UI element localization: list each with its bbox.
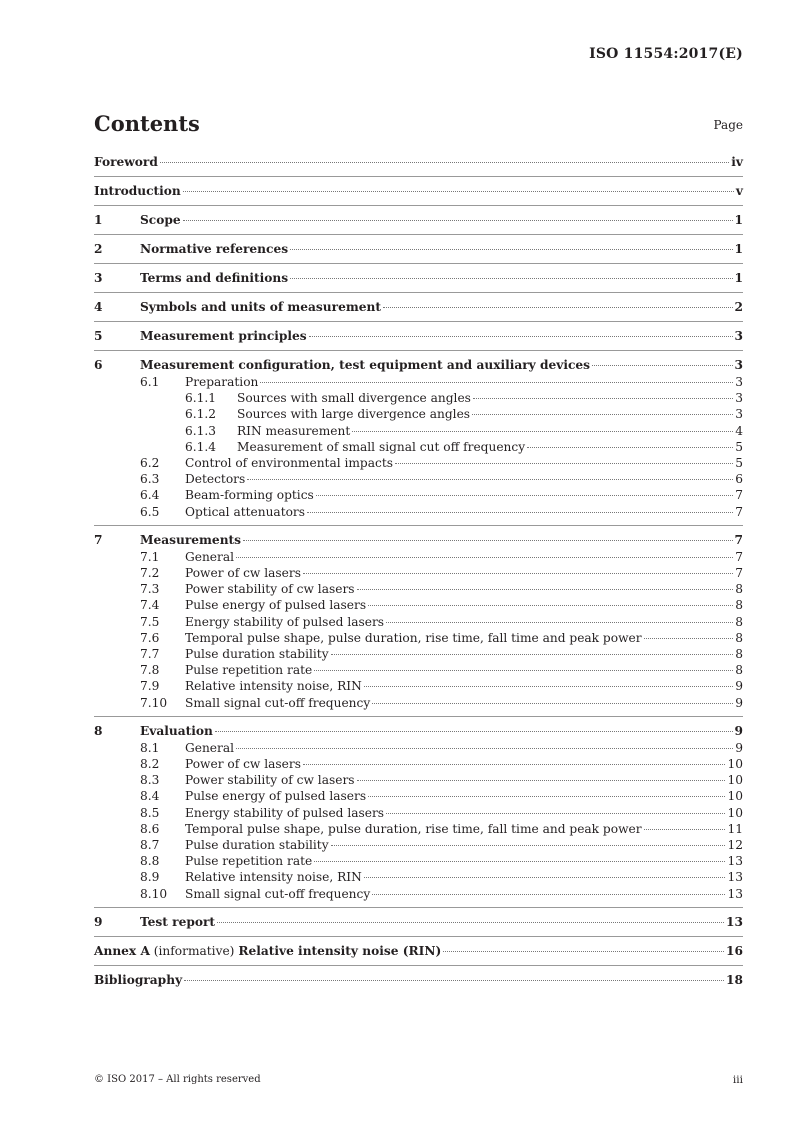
toc-entry-title: Bibliography bbox=[94, 972, 183, 987]
dot-leader bbox=[160, 162, 729, 163]
toc-entry-title: Pulse duration stability bbox=[185, 838, 329, 853]
toc-entry-number: 2 bbox=[94, 242, 103, 256]
dot-leader bbox=[364, 877, 726, 878]
toc-entry-number: 6.5 bbox=[140, 504, 160, 519]
toc-entry-number: 6.1.1 bbox=[185, 391, 217, 406]
divider bbox=[94, 204, 743, 206]
toc-entry-number: 8.1 bbox=[140, 740, 160, 755]
toc-entry-number: 8.5 bbox=[140, 805, 160, 820]
dot-leader bbox=[290, 278, 732, 279]
toc-entry-section-4[interactable] bbox=[94, 299, 743, 316]
toc-entry-section-6-4[interactable] bbox=[94, 487, 743, 503]
toc-entry-section-6-3[interactable] bbox=[94, 471, 743, 487]
toc-entry-number: 5 bbox=[94, 329, 103, 343]
toc-entry-section-6-2[interactable] bbox=[94, 455, 743, 471]
toc-entry-title: Preparation bbox=[185, 375, 259, 389]
toc-entry-page: v bbox=[735, 184, 743, 198]
toc-entry-title: Pulse repetition rate bbox=[185, 854, 313, 869]
toc-entry-page: 1 bbox=[734, 242, 743, 256]
toc-entry-section-5[interactable] bbox=[94, 328, 743, 345]
toc-entry-page: 10 bbox=[727, 757, 743, 772]
toc-entry-page: 16 bbox=[726, 943, 743, 958]
toc-entry-page: 3 bbox=[735, 407, 743, 422]
divider bbox=[94, 291, 743, 293]
toc-entry-page: 4 bbox=[735, 423, 743, 438]
toc-entry-page: 5 bbox=[735, 439, 743, 454]
toc-entry-title: Pulse energy of pulsed lasers bbox=[185, 789, 367, 804]
toc-entry-page: 1 bbox=[734, 271, 743, 285]
toc-entry-section-7-10[interactable] bbox=[94, 695, 743, 711]
divider bbox=[94, 175, 743, 177]
toc-entry-number: 7.4 bbox=[140, 598, 160, 613]
toc-entry-title: Beam-forming optics bbox=[185, 488, 314, 503]
toc-entry-title: Sources with large divergence angles bbox=[237, 407, 471, 422]
toc-entry-bibliography[interactable] bbox=[94, 972, 743, 989]
toc-entry-number: 6.2 bbox=[140, 456, 160, 471]
dot-leader bbox=[303, 573, 733, 574]
toc-entry-number: 7.9 bbox=[140, 679, 160, 694]
annex-label: Annex A bbox=[94, 943, 150, 958]
toc-entry-number: 6.3 bbox=[140, 472, 160, 487]
dot-leader bbox=[372, 703, 733, 704]
toc-entry-title: Small signal cut-off frequency bbox=[185, 886, 371, 901]
toc-entry-title: Measurement configuration, test equipment and auxiliary devices bbox=[140, 358, 591, 372]
dot-leader bbox=[184, 980, 724, 981]
toc-entry-page: 8 bbox=[735, 598, 743, 613]
dot-leader bbox=[217, 922, 724, 923]
toc-entry-number: 3 bbox=[94, 271, 103, 285]
dot-leader bbox=[527, 447, 733, 448]
page-column-label: Page bbox=[713, 118, 743, 132]
toc-entry-number: 7.6 bbox=[140, 630, 160, 645]
toc-entry-title: Evaluation bbox=[140, 723, 213, 738]
copyright-notice: © ISO 2017 – All rights reserved bbox=[94, 1074, 261, 1085]
toc-entry-page: 7 bbox=[735, 488, 743, 503]
toc-entry-title: Introduction bbox=[94, 184, 181, 198]
divider bbox=[94, 906, 743, 908]
toc-entry-title: Power of cw lasers bbox=[185, 566, 301, 581]
toc-entry-title: Temporal pulse shape, pulse duration, rise time, fall time and peak power bbox=[185, 821, 642, 836]
toc-entry-number: 4 bbox=[94, 300, 103, 314]
toc-entry-page: 9 bbox=[735, 695, 743, 710]
toc-entry-section-6-1-2[interactable] bbox=[94, 406, 743, 422]
toc-entry-section-8-10[interactable] bbox=[94, 886, 743, 902]
dot-leader bbox=[247, 479, 733, 480]
toc-entry-page: 9 bbox=[735, 679, 743, 694]
dot-leader bbox=[364, 686, 733, 687]
toc-entry-number: 8.7 bbox=[140, 838, 160, 853]
toc-entry-title: Measurements bbox=[140, 532, 242, 547]
toc-entry-title: Temporal pulse shape, pulse duration, rise time, fall time and peak power bbox=[185, 630, 642, 645]
toc-entry-section-8-5[interactable] bbox=[94, 805, 743, 821]
toc-entry-section-3[interactable] bbox=[94, 270, 743, 287]
dot-leader bbox=[260, 382, 733, 383]
toc-entry-page: 12 bbox=[727, 838, 743, 853]
toc-entry-title: Detectors bbox=[185, 472, 246, 487]
dot-leader bbox=[386, 813, 725, 814]
toc-entry-annex-a[interactable] bbox=[94, 943, 743, 960]
dot-leader bbox=[183, 191, 734, 192]
toc-entry-section-7-2[interactable] bbox=[94, 565, 743, 581]
dot-leader bbox=[307, 512, 733, 513]
toc-entry-foreword[interactable] bbox=[94, 154, 743, 171]
toc-entry-page: 7 bbox=[734, 532, 743, 547]
dot-leader bbox=[372, 894, 725, 895]
toc-entry-number: 8.8 bbox=[140, 854, 160, 869]
dot-leader bbox=[395, 463, 733, 464]
toc-entry-title: Power stability of cw lasers bbox=[185, 582, 355, 597]
dot-leader bbox=[473, 398, 733, 399]
table-of-contents bbox=[94, 154, 743, 989]
dot-leader bbox=[290, 249, 732, 250]
divider bbox=[94, 524, 743, 526]
toc-entry-number: 6.4 bbox=[140, 488, 160, 503]
dot-leader bbox=[357, 589, 734, 590]
dot-leader bbox=[592, 365, 732, 366]
dot-leader bbox=[386, 622, 733, 623]
toc-entry-title: Relative intensity noise, RIN bbox=[185, 679, 362, 694]
toc-entry-number: 7.1 bbox=[140, 549, 160, 564]
toc-entry-page: 8 bbox=[735, 582, 743, 597]
toc-entry-page: 5 bbox=[735, 456, 743, 471]
toc-entry-title: General bbox=[185, 740, 234, 755]
toc-entry-title: Power of cw lasers bbox=[185, 757, 301, 772]
toc-entry-title: Pulse repetition rate bbox=[185, 663, 313, 678]
toc-entry-title: Energy stability of pulsed lasers bbox=[185, 805, 385, 820]
toc-entry-section-7[interactable] bbox=[94, 532, 743, 549]
toc-entry-page: 3 bbox=[735, 391, 743, 406]
toc-entry-section-6-1-4[interactable] bbox=[94, 439, 743, 455]
toc-entry-number: 7 bbox=[94, 532, 103, 547]
toc-entry-page: 11 bbox=[727, 821, 743, 836]
document-id: ISO 11554:2017(E) bbox=[589, 46, 743, 62]
toc-entry-section-7-5[interactable] bbox=[94, 614, 743, 630]
toc-entry-number: 6.1.4 bbox=[185, 439, 217, 454]
toc-entry-page: 6 bbox=[735, 472, 743, 487]
toc-entry-section-7-7[interactable] bbox=[94, 646, 743, 662]
toc-entry-number: 8.9 bbox=[140, 870, 160, 885]
toc-entry-page: 7 bbox=[735, 504, 743, 519]
toc-entry-title: Optical attenuators bbox=[185, 504, 306, 519]
toc-entry-section-8-6[interactable] bbox=[94, 821, 743, 837]
toc-entry-page: 13 bbox=[727, 854, 743, 869]
toc-entry-number: 1 bbox=[94, 213, 103, 227]
toc-entry-section-7-6[interactable] bbox=[94, 630, 743, 646]
toc-entry-title: Scope bbox=[140, 213, 181, 227]
toc-entry-number: 8 bbox=[94, 723, 103, 738]
toc-entry-section-8-7[interactable] bbox=[94, 837, 743, 853]
toc-entry-title: Measurement of small signal cut off frequency bbox=[237, 439, 526, 454]
divider bbox=[94, 715, 743, 717]
toc-entry-number: 8.10 bbox=[140, 886, 168, 901]
toc-entry-section-2[interactable] bbox=[94, 241, 743, 258]
toc-entry-title: Normative references bbox=[140, 242, 289, 256]
divider bbox=[94, 320, 743, 322]
toc-entry-title: Relative intensity noise, RIN bbox=[185, 870, 362, 885]
toc-entry-number: 7.3 bbox=[140, 582, 160, 597]
dot-leader bbox=[243, 540, 732, 541]
dot-leader bbox=[314, 670, 733, 671]
dot-leader bbox=[368, 605, 733, 606]
toc-entry-section-8-4[interactable] bbox=[94, 788, 743, 804]
toc-entry-page: 8 bbox=[735, 614, 743, 629]
toc-entry-section-8[interactable] bbox=[94, 723, 743, 740]
toc-entry-section-7-1[interactable] bbox=[94, 549, 743, 565]
toc-entry-title: Power stability of cw lasers bbox=[185, 773, 355, 788]
toc-entry-page: iv bbox=[731, 155, 743, 169]
dot-leader bbox=[309, 336, 733, 337]
dot-leader bbox=[331, 845, 726, 846]
toc-entry-page: 9 bbox=[734, 723, 743, 738]
toc-entry-title: General bbox=[185, 549, 234, 564]
toc-entry-page: 10 bbox=[727, 773, 743, 788]
toc-entry-page: 13 bbox=[727, 870, 743, 885]
toc-entry-number: 6.1.2 bbox=[185, 407, 217, 422]
toc-entry-number: 6.1 bbox=[140, 375, 160, 389]
toc-entry-title: Energy stability of pulsed lasers bbox=[185, 614, 385, 629]
contents-title: Contents bbox=[94, 111, 200, 136]
toc-entry-page: 10 bbox=[727, 805, 743, 820]
dot-leader bbox=[383, 307, 733, 308]
toc-entry-page: 7 bbox=[735, 566, 743, 581]
toc-entry-page: 2 bbox=[734, 300, 743, 314]
dot-leader bbox=[236, 557, 733, 558]
toc-entry-page: 9 bbox=[735, 740, 743, 755]
toc-entry-number: 6.1.3 bbox=[185, 423, 217, 438]
toc-entry-introduction[interactable] bbox=[94, 183, 743, 200]
toc-entry-title: Pulse duration stability bbox=[185, 647, 329, 662]
toc-entry-page: 1 bbox=[734, 213, 743, 227]
toc-entry-section-6-1-1[interactable] bbox=[94, 390, 743, 406]
divider bbox=[94, 964, 743, 966]
toc-entry-page: 3 bbox=[735, 375, 743, 389]
toc-entry-number: 8.6 bbox=[140, 821, 160, 836]
toc-entry-section-7-9[interactable] bbox=[94, 678, 743, 694]
toc-entry-section-8-3[interactable] bbox=[94, 772, 743, 788]
toc-entry-number: 7.8 bbox=[140, 663, 160, 678]
divider bbox=[94, 233, 743, 235]
toc-entry-page: 3 bbox=[734, 358, 743, 372]
dot-leader bbox=[314, 861, 725, 862]
dot-leader bbox=[236, 748, 733, 749]
toc-entry-section-8-9[interactable] bbox=[94, 869, 743, 885]
toc-entry-title: Measurement principles bbox=[140, 329, 307, 343]
dot-leader bbox=[357, 780, 726, 781]
dot-leader bbox=[443, 951, 724, 952]
toc-entry-number: 9 bbox=[94, 914, 103, 929]
toc-entry-page: 8 bbox=[735, 647, 743, 662]
dot-leader bbox=[644, 638, 734, 639]
toc-entry-page: 8 bbox=[735, 663, 743, 678]
divider bbox=[94, 349, 743, 351]
toc-entry-page: 13 bbox=[727, 886, 743, 901]
toc-entry-number: 8.2 bbox=[140, 757, 160, 772]
dot-leader bbox=[215, 731, 733, 732]
toc-entry-title: Control of environmental impacts bbox=[185, 456, 393, 471]
dot-leader bbox=[352, 431, 733, 432]
toc-entry-title: Terms and definitions bbox=[140, 271, 289, 285]
divider bbox=[94, 935, 743, 937]
toc-entry-section-8-2[interactable] bbox=[94, 756, 743, 772]
dot-leader bbox=[183, 220, 733, 221]
toc-entry-section-7-3[interactable] bbox=[94, 581, 743, 597]
toc-entry-title: Pulse energy of pulsed lasers bbox=[185, 598, 367, 613]
toc-entry-number: 6 bbox=[94, 358, 103, 372]
toc-entry-title: Sources with small divergence angles bbox=[237, 391, 471, 406]
toc-entry-page: 3 bbox=[734, 329, 743, 343]
toc-entry-page: 18 bbox=[726, 972, 743, 987]
toc-entry-section-8-1[interactable] bbox=[94, 740, 743, 756]
toc-entry-page: 7 bbox=[735, 549, 743, 564]
dot-leader bbox=[472, 414, 733, 415]
toc-entry-section-7-4[interactable] bbox=[94, 597, 743, 613]
toc-entry-title: RIN measurement bbox=[237, 423, 351, 438]
toc-entry-number: 8.3 bbox=[140, 773, 160, 788]
toc-entry-title: Test report bbox=[140, 914, 216, 929]
dot-leader bbox=[303, 764, 726, 765]
toc-entry-section-9[interactable] bbox=[94, 914, 743, 931]
toc-entry-section-6[interactable] bbox=[94, 357, 743, 374]
dot-leader bbox=[331, 654, 734, 655]
toc-entry-title: Foreword bbox=[94, 155, 158, 169]
toc-entry-page: 8 bbox=[735, 630, 743, 645]
toc-entry-number: 7.7 bbox=[140, 647, 160, 662]
toc-entry-section-6-1[interactable] bbox=[94, 374, 743, 390]
toc-entry-number: 7.2 bbox=[140, 566, 160, 581]
toc-entry-section-8-8[interactable] bbox=[94, 853, 743, 869]
toc-entry-title: Symbols and units of measurement bbox=[140, 300, 381, 314]
page-number: iii bbox=[732, 1074, 743, 1086]
toc-entry-section-7-8[interactable] bbox=[94, 662, 743, 678]
toc-entry-section-6-1-3[interactable] bbox=[94, 423, 743, 439]
toc-entry-section-1[interactable] bbox=[94, 212, 743, 229]
dot-leader bbox=[644, 829, 726, 830]
toc-entry-title: Relative intensity noise (RIN) bbox=[238, 943, 442, 958]
toc-entry-number: 7.10 bbox=[140, 695, 168, 710]
toc-entry-title: Small signal cut-off frequency bbox=[185, 695, 371, 710]
toc-entry-page: 13 bbox=[726, 914, 743, 929]
toc-entry-page: 10 bbox=[727, 789, 743, 804]
toc-entry-number: 7.5 bbox=[140, 614, 160, 629]
divider bbox=[94, 262, 743, 264]
dot-leader bbox=[316, 495, 733, 496]
toc-entry-number: 8.4 bbox=[140, 789, 160, 804]
annex-qualifier: (informative) bbox=[149, 943, 239, 958]
dot-leader bbox=[368, 796, 725, 797]
toc-entry-section-6-5[interactable] bbox=[94, 504, 743, 520]
